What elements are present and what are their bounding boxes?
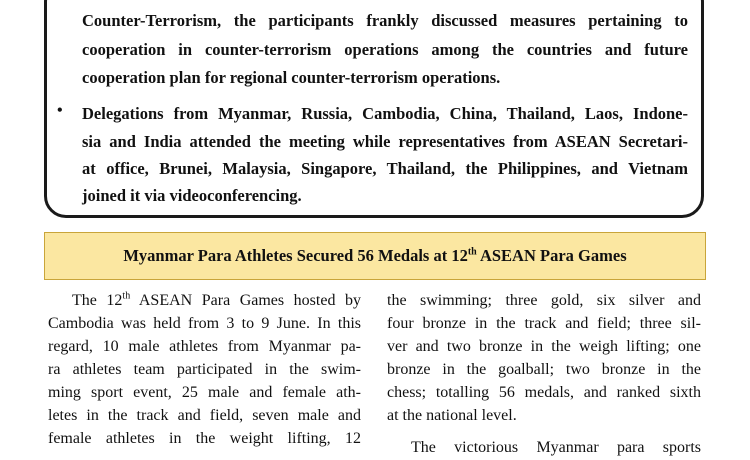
col2-line-1: the swimming; three gold, six silver and	[387, 292, 701, 309]
col2-line-6: at the national level.	[387, 407, 517, 424]
bullet-line-4: joined it via videoconferencing.	[82, 186, 302, 205]
article-title: Myanmar Para Athletes Secured 56 Medals at 12th ASEAN Para Games	[123, 246, 627, 265]
col1-line-2: Cambodia was held from 3 to 9 June. In this	[48, 315, 361, 332]
box-line-0: Counter-Terrorism, the participants frankly discussed measures pertaining to	[82, 11, 688, 30]
box-line-2: cooperation plan for regional counter-terrorism operations.	[82, 68, 501, 87]
box-line-1: cooperation in counter-terrorism operations among the countries and future	[82, 40, 688, 59]
col1-line-1: The 12th ASEAN Para Games hosted by	[72, 290, 361, 309]
col1-line-3: regard, 10 male athletes from Myanmar pa-	[48, 338, 361, 355]
bullet-icon: •	[57, 102, 63, 119]
col2-line-4: bronze in the goalball; two bronze in the	[387, 361, 701, 378]
bullet-line-1: Delegations from Myanmar, Russia, Cambodia, China, Thailand, Laos, Indone-	[82, 104, 688, 123]
col2-para2-line-1: The victorious Myanmar para sports	[411, 439, 701, 456]
bullet-line-3: at office, Brunei, Malaysia, Singapore, Thailand, the Philippines, and Vietnam	[82, 159, 688, 178]
article-title-banner	[44, 232, 706, 280]
col1-line-5: ming sport event, 25 male and female ath-	[48, 384, 361, 401]
bullet-line-2: sia and India attended the meeting while representatives from ASEAN Secretari-	[82, 132, 688, 151]
col1-line-7: female athletes in the weight lifting, 12	[48, 430, 361, 447]
col2-line-3: ver and two bronze in the weigh lifting; one	[387, 338, 701, 355]
col1-line-4: ra athletes team participated in the swim-	[48, 361, 361, 378]
col2-line-5: chess; totalling 56 medals, and ranked sixth	[387, 384, 701, 401]
col1-line-6: letes in the track and field, seven male and	[48, 407, 361, 424]
col2-line-2: four bronze in the track and field; three sil-	[387, 315, 701, 332]
